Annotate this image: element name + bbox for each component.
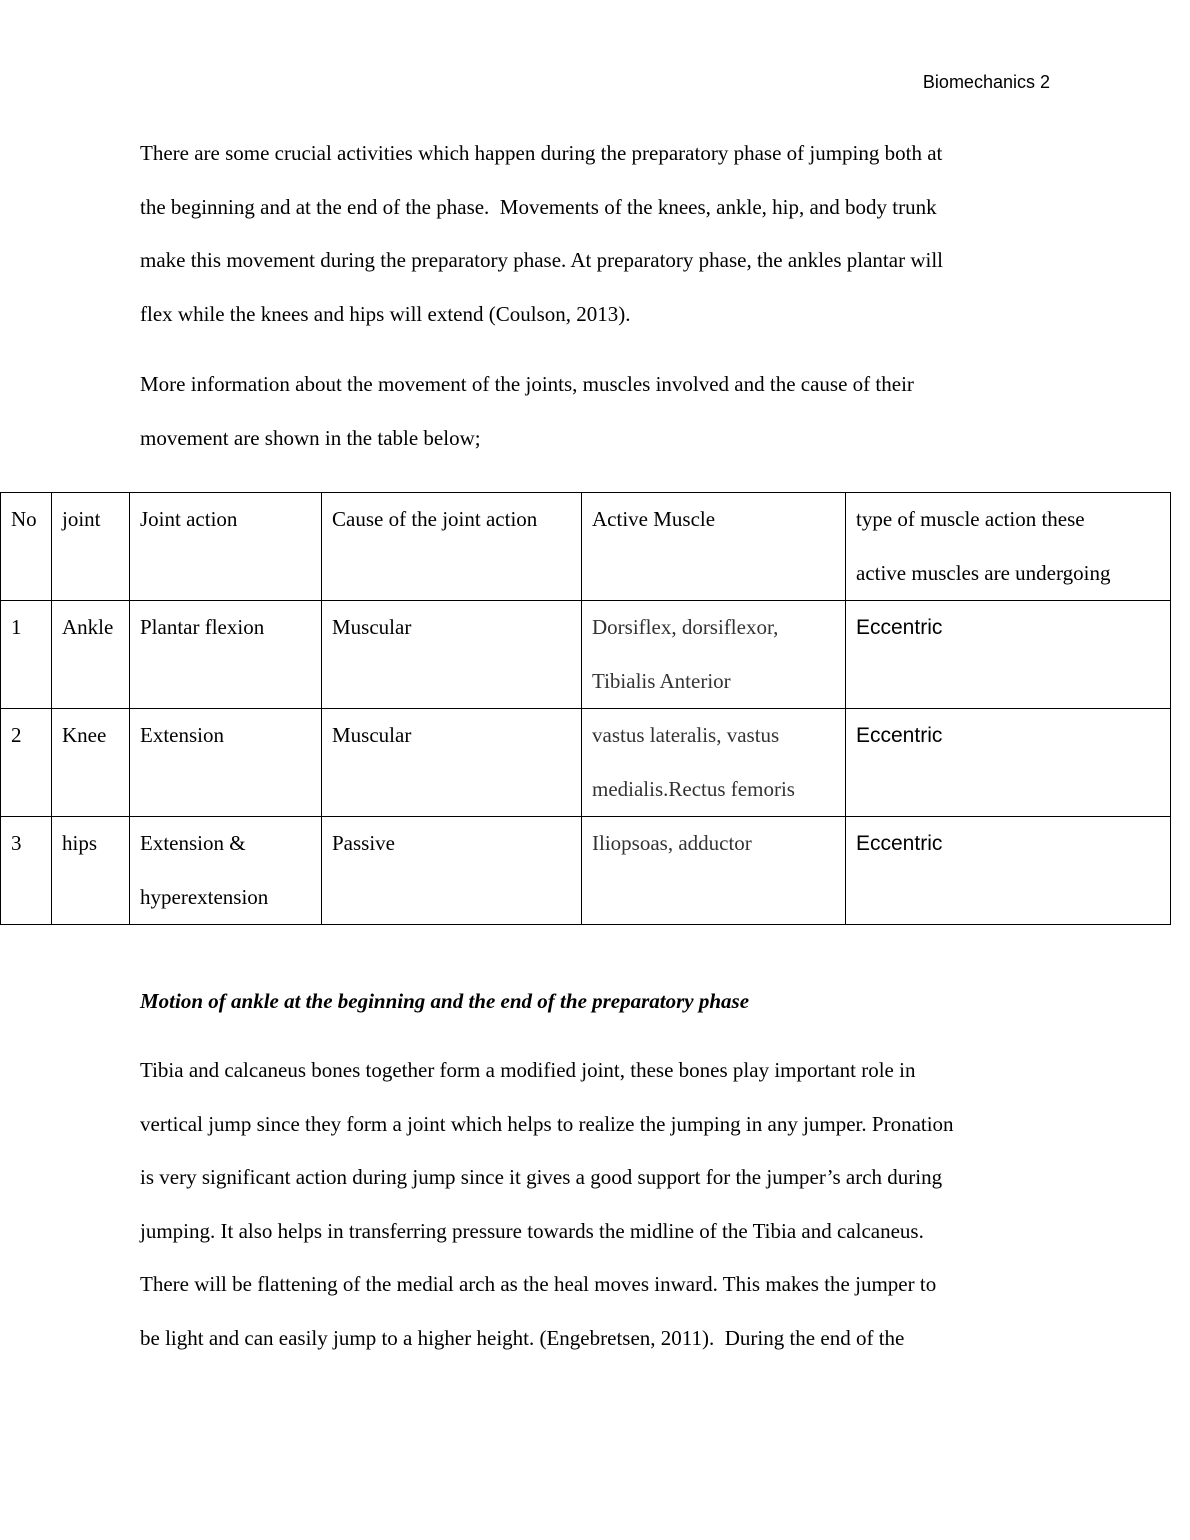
section-line: is very significant action during jump since it gives a good support for the jumper’s arch during bbox=[140, 1165, 943, 1189]
lead-in-line: More information about the movement of the joints, muscles involved and the cause of their bbox=[140, 372, 914, 396]
row-muscle-action-type: Eccentric bbox=[846, 817, 1171, 925]
lead-in-line: movement are shown in the table below; bbox=[140, 425, 481, 450]
header-joint-action: Joint action bbox=[130, 493, 322, 601]
row-cause: Muscular bbox=[322, 709, 582, 817]
intro-line: make this movement during the preparatory phase. At preparatory phase, the ankles plantar will bbox=[140, 248, 943, 272]
header-cause: Cause of the joint action bbox=[322, 493, 582, 601]
table-header-row bbox=[1, 493, 1171, 601]
row-active-muscle: Iliopsoas, adductor bbox=[582, 817, 846, 925]
row-cause: Passive bbox=[322, 817, 582, 925]
section-heading: Motion of ankle at the beginning and the end of the preparatory phase bbox=[140, 989, 750, 1013]
header-muscle-action-type: type of muscle action these active muscles are undergoing bbox=[846, 493, 1171, 601]
section-line: be light and can easily jump to a higher height. (Engebretsen, 2011). During the end of the bbox=[140, 1325, 905, 1350]
row-active-muscle: Dorsiflex, dorsiflexor, Tibialis Anterior bbox=[582, 601, 846, 709]
header-no: No bbox=[1, 493, 52, 601]
running-head: Biomechanics 2 bbox=[922, 72, 1050, 92]
joint-action-table bbox=[0, 492, 1171, 925]
row-no: 1 bbox=[1, 601, 52, 709]
table-row bbox=[1, 709, 1171, 817]
section-line: vertical jump since they form a joint which helps to realize the jumping in any jumper. Pronation bbox=[140, 1111, 954, 1136]
row-joint-action: Extension bbox=[130, 709, 322, 817]
header-active-muscle: Active Muscle bbox=[582, 493, 846, 601]
section-line: There will be flattening of the medial arch as the heal moves inward. This makes the jumper to bbox=[140, 1272, 937, 1296]
intro-line: the beginning and at the end of the phase. Movements of the knees, ankle, hip, and body trunk bbox=[140, 194, 937, 219]
row-active-muscle: vastus lateralis, vastus medialis.Rectus femoris bbox=[582, 709, 846, 817]
intro-line: There are some crucial activities which happen during the preparatory phase of jumping both at bbox=[140, 141, 943, 165]
row-muscle-action-type: Eccentric bbox=[846, 601, 1171, 709]
row-muscle-action-type: Eccentric bbox=[846, 709, 1171, 817]
header-joint: joint bbox=[52, 493, 130, 601]
row-joint: Ankle bbox=[52, 601, 130, 709]
section-line: Tibia and calcaneus bones together form a modified joint, these bones play important role in bbox=[140, 1058, 916, 1082]
row-joint: hips bbox=[52, 817, 130, 925]
intro-line: flex while the knees and hips will extend (Coulson, 2013). bbox=[140, 301, 631, 326]
table-row bbox=[1, 601, 1171, 709]
lead-in-paragraph bbox=[140, 358, 1050, 465]
row-joint-action: Plantar flexion bbox=[130, 601, 322, 709]
row-no: 3 bbox=[1, 817, 52, 925]
intro-paragraph bbox=[140, 127, 1050, 341]
section-paragraph bbox=[140, 1044, 1050, 1365]
row-no: 2 bbox=[1, 709, 52, 817]
row-joint: Knee bbox=[52, 709, 130, 817]
row-cause: Muscular bbox=[322, 601, 582, 709]
section-line: jumping. It also helps in transferring pressure towards the midline of the Tibia and calcaneus. bbox=[140, 1218, 924, 1243]
row-joint-action: Extension & hyperextension bbox=[130, 817, 322, 925]
table-row bbox=[1, 817, 1171, 925]
